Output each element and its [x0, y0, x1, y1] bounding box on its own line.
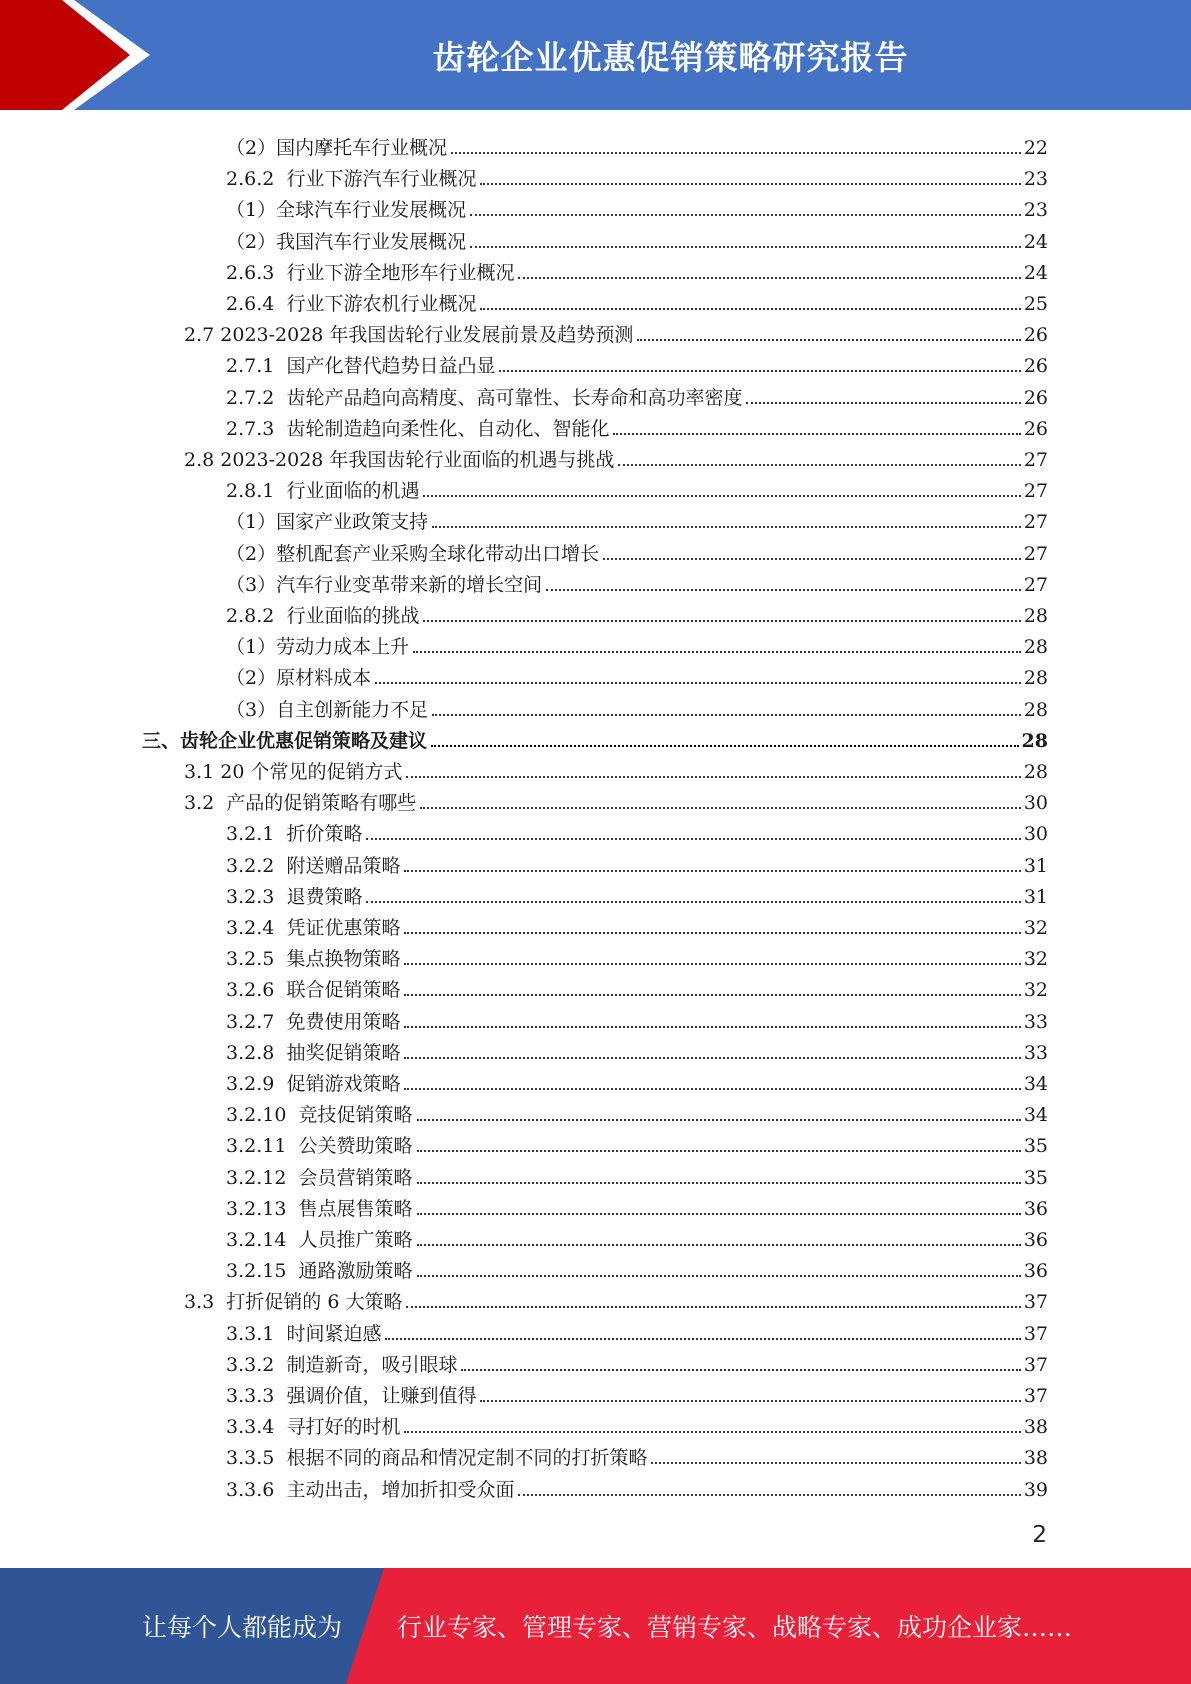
toc-entry-page: 33 [1023, 1041, 1048, 1064]
toc-entry-number: 3.2.4 [226, 917, 287, 939]
toc-dot-leader [518, 1494, 1020, 1496]
toc-entry-title: 竞技促销策略 [298, 1104, 413, 1127]
toc-entry-title: 全球汽车行业发展概况 [276, 199, 467, 222]
toc-entry-title: 免费使用策略 [286, 1010, 401, 1033]
toc-entry[interactable] [226, 284, 1048, 315]
toc-dot-leader [651, 1462, 1020, 1464]
toc-entry-page: 37 [1023, 1385, 1048, 1407]
toc-entry-number: （2） [226, 230, 277, 253]
toc-dot-leader [746, 402, 1020, 404]
toc-entry[interactable] [184, 315, 1048, 346]
toc-entry-number: 2.6.4 [226, 293, 287, 315]
toc-entry[interactable] [226, 1002, 1048, 1033]
toc-entry-title: 抽奖促销策略 [286, 1041, 401, 1064]
toc-entry-title: 齿轮产品趋向高精度、高可靠性、长寿命和高功率密度 [286, 386, 743, 409]
toc-entry-title: 根据不同的商品和情况定制不同的打折策略 [286, 1447, 648, 1470]
toc-dot-leader [413, 651, 1021, 653]
toc-entry[interactable] [142, 721, 1048, 752]
toc-entry-title: 齿轮制造趋向柔性化、自动化、智能化 [286, 417, 610, 440]
toc-entry[interactable] [226, 346, 1048, 377]
toc-entry-title: 劳动力成本上升 [276, 636, 410, 659]
toc-entry-page: 28 [1023, 698, 1048, 721]
toc-entry-number: 3.3.4 [226, 1416, 287, 1439]
toc-entry-title: 打折促销的 6 大策略 [226, 1291, 403, 1314]
toc-entry-title: 折价策略 [286, 823, 363, 846]
toc-entry-title: 行业下游汽车行业概况 [286, 168, 477, 191]
toc-dot-leader [404, 994, 1020, 996]
header-arrow-icon [0, 0, 160, 110]
toc-entry-title: 主动出击，增加折扣受众面 [286, 1478, 515, 1501]
toc-entry-title: 国内摩托车行业概况 [276, 137, 448, 159]
toc-entry-page: 26 [1023, 324, 1048, 347]
toc-entry-number: 3.2.3 [226, 885, 287, 908]
toc-entry-title: 整机配套产业采购全球化带动出口增长 [276, 542, 600, 565]
toc-entry-number: （1） [226, 511, 277, 534]
toc-entry-page: 37 [1023, 1322, 1048, 1345]
toc-entry-title: 凭证优惠策略 [286, 917, 401, 939]
toc-entry[interactable] [226, 1095, 1048, 1126]
toc-entry[interactable] [226, 1220, 1048, 1251]
toc-entry-number: （2） [226, 667, 277, 690]
toc-entry-title: 人员推广策略 [298, 1229, 413, 1251]
toc-entry[interactable] [226, 1345, 1048, 1376]
toc-dot-leader [480, 308, 1020, 310]
toc-dot-leader [420, 807, 1021, 809]
toc-entry[interactable] [226, 970, 1048, 1001]
toc-entry-number: （3） [226, 573, 277, 596]
toc-entry[interactable] [226, 627, 1048, 658]
toc-entry-page: 34 [1023, 1104, 1048, 1127]
toc-entry-page: 36 [1023, 1197, 1048, 1220]
toc-entry[interactable] [226, 1126, 1048, 1157]
toc-entry-title: 原材料成本 [276, 667, 372, 690]
toc-entry-page: 27 [1023, 573, 1048, 596]
toc-entry[interactable] [226, 877, 1048, 908]
toc-dot-leader [417, 1244, 1021, 1246]
toc-entry-title: 附送赠品策略 [286, 854, 401, 877]
toc-entry-page: 23 [1023, 199, 1048, 222]
toc-entry[interactable] [226, 128, 1048, 159]
toc-entry-title: 公关赞助策略 [298, 1135, 413, 1158]
toc-entry-page: 35 [1023, 1135, 1048, 1158]
page-number: 2 [1032, 1522, 1047, 1548]
toc-entry-number: 3.2 [184, 792, 227, 815]
toc-entry-title: 自主创新能力不足 [276, 698, 429, 721]
toc-entry-number: （1） [226, 199, 277, 222]
toc-entry-page: 27 [1023, 511, 1048, 534]
toc-dot-leader [417, 1182, 1021, 1184]
toc-entry-number: 3.2.5 [226, 948, 287, 971]
toc-entry-page: 26 [1023, 386, 1048, 409]
toc-dot-leader [618, 464, 1020, 466]
toc-entry-page: 27 [1023, 480, 1048, 503]
toc-dot-leader [417, 1213, 1021, 1215]
toc-dot-leader [404, 1431, 1020, 1433]
page-footer [0, 1568, 1191, 1684]
toc-entry-title: 行业下游农机行业概况 [286, 293, 477, 315]
toc-entry[interactable] [226, 846, 1048, 877]
toc-entry-page: 38 [1023, 1416, 1048, 1439]
toc-entry-number: 3.2.8 [226, 1041, 287, 1064]
toc-entry-number: 3.2.12 [226, 1166, 299, 1189]
toc-entry-number: 2.8.1 [226, 480, 287, 503]
toc-entry-number: （1） [226, 636, 277, 659]
toc-entry-title: 行业面临的挑战 [286, 605, 420, 627]
toc-entry[interactable] [184, 1282, 1048, 1313]
toc-dot-leader [461, 1369, 1020, 1371]
toc-entry[interactable] [226, 471, 1048, 502]
toc-entry-number: 3.3.3 [226, 1385, 287, 1407]
toc-entry[interactable] [226, 159, 1048, 190]
toc-entry-page: 35 [1023, 1166, 1048, 1189]
toc-entry[interactable] [226, 1470, 1048, 1501]
toc-entry-title: 国家产业政策支持 [276, 511, 429, 534]
toc-entry-title: 强调价值，让赚到值得 [286, 1385, 477, 1407]
toc-entry-title: 促销游戏策略 [286, 1073, 401, 1095]
toc-entry[interactable] [226, 378, 1048, 409]
toc-dot-leader [404, 932, 1020, 934]
toc-entry-title: 会员营销策略 [298, 1166, 413, 1189]
toc-entry-number: （3） [226, 698, 277, 721]
toc-entry-title: 时间紧迫感 [286, 1322, 382, 1345]
toc-entry-page: 28 [1023, 605, 1048, 627]
toc-entry-title: 寻打好的时机 [286, 1416, 401, 1439]
toc-entry-title: 国产化替代趋势日益凸显 [286, 355, 496, 378]
toc-dot-leader [470, 246, 1021, 248]
toc-entry-page: 24 [1023, 261, 1048, 284]
toc-dot-leader [499, 370, 1020, 372]
toc-entry[interactable] [226, 1189, 1048, 1220]
toc-entry-number: 3.3.2 [226, 1353, 287, 1376]
toc-entry-title: 产品的促销策略有哪些 [226, 792, 417, 815]
toc-entry-number: 3.2.6 [226, 979, 287, 1002]
toc-entry[interactable] [226, 1251, 1048, 1282]
toc-dot-leader [417, 1150, 1021, 1152]
toc-entry-number: 3.2.11 [226, 1135, 299, 1158]
toc-entry[interactable] [226, 190, 1048, 221]
toc-entry-page: 23 [1023, 168, 1048, 191]
toc-entry-title: 20 个常见的促销方式 [220, 761, 403, 783]
toc-entry[interactable] [184, 440, 1048, 471]
toc-entry-number: 3.3 [184, 1291, 227, 1314]
toc-dot-leader [518, 277, 1020, 279]
toc-entry-page: 38 [1023, 1447, 1048, 1470]
toc-entry-title: 行业下游全地形车行业概况 [286, 261, 515, 284]
toc-dot-leader [406, 776, 1020, 778]
toc-entry-number: 2.7.1 [226, 355, 287, 378]
toc-entry-page: 34 [1023, 1073, 1048, 1095]
toc-entry-number: 3.2.10 [226, 1104, 299, 1127]
toc-entry-page: 33 [1023, 1010, 1048, 1033]
toc-entry-page: 36 [1023, 1229, 1048, 1251]
toc-entry[interactable] [226, 939, 1048, 970]
toc-entry-number: 2.7.3 [226, 417, 287, 440]
toc-entry-number: 3.2.2 [226, 854, 287, 877]
toc-dot-leader [404, 1057, 1020, 1059]
toc-entry-page: 39 [1023, 1478, 1048, 1501]
toc-dot-leader [404, 870, 1020, 872]
toc-dot-leader [404, 963, 1020, 965]
toc-entry-number: 3.3.1 [226, 1322, 287, 1345]
toc-entry[interactable] [226, 1064, 1048, 1095]
toc-entry-page: 28 [1023, 667, 1048, 690]
toc-entry-number: 3.2.14 [226, 1229, 299, 1251]
toc-entry-page: 25 [1023, 293, 1048, 315]
toc-entry[interactable] [184, 783, 1048, 814]
toc-entry-page: 32 [1023, 917, 1048, 939]
toc-entry[interactable] [226, 596, 1048, 627]
toc-dot-leader [613, 433, 1020, 435]
toc-dot-leader [432, 714, 1021, 716]
toc-entry-title: 2023-2028 年我国齿轮行业面临的机遇与挑战 [220, 449, 615, 471]
toc-dot-leader [480, 1400, 1020, 1402]
toc-dot-leader [375, 682, 1021, 684]
toc-entry[interactable] [226, 1438, 1048, 1469]
toc-entry-number: 3.3.5 [226, 1447, 287, 1470]
toc-entry-page: 36 [1023, 1260, 1048, 1283]
toc-dot-leader [470, 214, 1021, 216]
footer-slogan-right: 行业专家、管理专家、营销专家、战略专家、成功企业家…… [397, 1613, 1073, 1642]
toc-dot-leader [451, 152, 1021, 154]
toc-entry-number: 3.2.9 [226, 1073, 287, 1095]
toc-entry-page: 27 [1023, 542, 1048, 565]
toc-entry[interactable] [226, 565, 1048, 596]
toc-entry-page: 26 [1023, 355, 1048, 378]
toc-dot-leader [603, 558, 1021, 560]
toc-dot-leader [406, 1306, 1020, 1308]
toc-entry-page: 22 [1023, 137, 1048, 159]
toc-entry[interactable] [184, 752, 1048, 783]
page-header [0, 0, 1191, 110]
toc-dot-leader [431, 745, 1019, 747]
toc-entry[interactable] [226, 409, 1048, 440]
toc-entry-title: 联合促销策略 [286, 979, 401, 1002]
toc-entry[interactable] [226, 1407, 1048, 1438]
toc-entry-number: （2） [226, 542, 277, 565]
toc-entry-title: 制造新奇，吸引眼球 [286, 1353, 458, 1376]
toc-entry-page: 37 [1023, 1291, 1048, 1314]
toc-entry[interactable] [226, 1314, 1048, 1345]
toc-dot-leader [404, 1088, 1020, 1090]
toc-dot-leader [404, 1026, 1020, 1028]
toc-entry-page: 31 [1023, 885, 1048, 908]
toc-entry-number: 2.6.3 [226, 261, 287, 284]
toc-entry-page: 37 [1023, 1353, 1048, 1376]
toc-entry-page: 28 [1021, 729, 1048, 752]
toc-entry-page: 24 [1023, 230, 1048, 253]
toc-entry[interactable] [226, 658, 1048, 689]
toc-entry[interactable] [226, 253, 1048, 284]
toc-entry-number: 2.7.2 [226, 386, 287, 409]
toc-entry[interactable] [226, 222, 1048, 253]
toc-entry-number: 3.2.1 [226, 823, 287, 846]
toc-entry-title: 汽车行业变革带来新的增长空间 [276, 573, 543, 596]
toc-dot-leader [385, 1338, 1020, 1340]
toc-entry-page: 26 [1023, 417, 1048, 440]
toc-dot-leader [546, 589, 1021, 591]
toc-entry-number: 2.8 [184, 449, 221, 471]
toc-dot-leader [366, 838, 1020, 840]
toc-dot-leader [480, 183, 1020, 185]
toc-entry[interactable] [226, 1033, 1048, 1064]
toc-entry[interactable] [226, 502, 1048, 533]
toc-entry-number: 3.2.15 [226, 1260, 299, 1283]
toc-entry[interactable] [226, 534, 1048, 565]
toc-entry-title: 通路激励策略 [298, 1260, 413, 1283]
footer-slogan-left: 让每个人都能成为 [142, 1613, 343, 1642]
toc-entry-title: 售点展售策略 [298, 1197, 413, 1220]
toc-entry-number: 2.6.2 [226, 168, 287, 191]
toc-entry-page: 30 [1023, 823, 1048, 846]
toc-dot-leader [432, 526, 1021, 528]
toc-entry-page: 32 [1023, 948, 1048, 971]
toc-entry-page: 28 [1023, 761, 1048, 783]
toc-entry-number: 三、 [142, 729, 181, 752]
toc-entry-page: 30 [1023, 792, 1048, 815]
report-title: 齿轮企业优惠促销策略研究报告 [432, 37, 909, 77]
toc-entry[interactable] [226, 814, 1048, 845]
toc-dot-leader [423, 620, 1020, 622]
toc-dot-leader [417, 1119, 1021, 1121]
toc-entry-number: 3.1 [184, 761, 221, 783]
toc-entry-number: 3.2.7 [226, 1010, 287, 1033]
toc-entry-number: 2.8.2 [226, 605, 287, 627]
toc-entry-page: 31 [1023, 854, 1048, 877]
toc-entry[interactable] [226, 690, 1048, 721]
toc-entry-number: （2） [226, 137, 277, 159]
toc-entry[interactable] [226, 1158, 1048, 1189]
toc-entry-page: 27 [1023, 449, 1048, 471]
toc-entry-title: 集点换物策略 [286, 948, 401, 971]
toc-entry-number: 2.7 [184, 324, 221, 347]
toc-entry-number: 3.3.6 [226, 1478, 287, 1501]
toc-entry-title: 退费策略 [286, 885, 363, 908]
toc-entry[interactable] [226, 908, 1048, 939]
toc-dot-leader [366, 901, 1020, 903]
toc-entry-number: 3.2.13 [226, 1197, 299, 1220]
toc-entry-page: 32 [1023, 979, 1048, 1002]
toc-entry-title: 行业面临的机遇 [286, 480, 420, 503]
toc-dot-leader [417, 1275, 1021, 1277]
toc-entry-page: 28 [1023, 636, 1048, 659]
toc-entry-title: 2023-2028 年我国齿轮行业发展前景及趋势预测 [220, 324, 634, 347]
toc-dot-leader [637, 339, 1020, 341]
toc-entry-title: 我国汽车行业发展概况 [276, 230, 467, 253]
toc-dot-leader [423, 495, 1020, 497]
toc-entry[interactable] [226, 1376, 1048, 1407]
toc-entry-title: 齿轮企业优惠促销策略及建议 [180, 729, 428, 752]
